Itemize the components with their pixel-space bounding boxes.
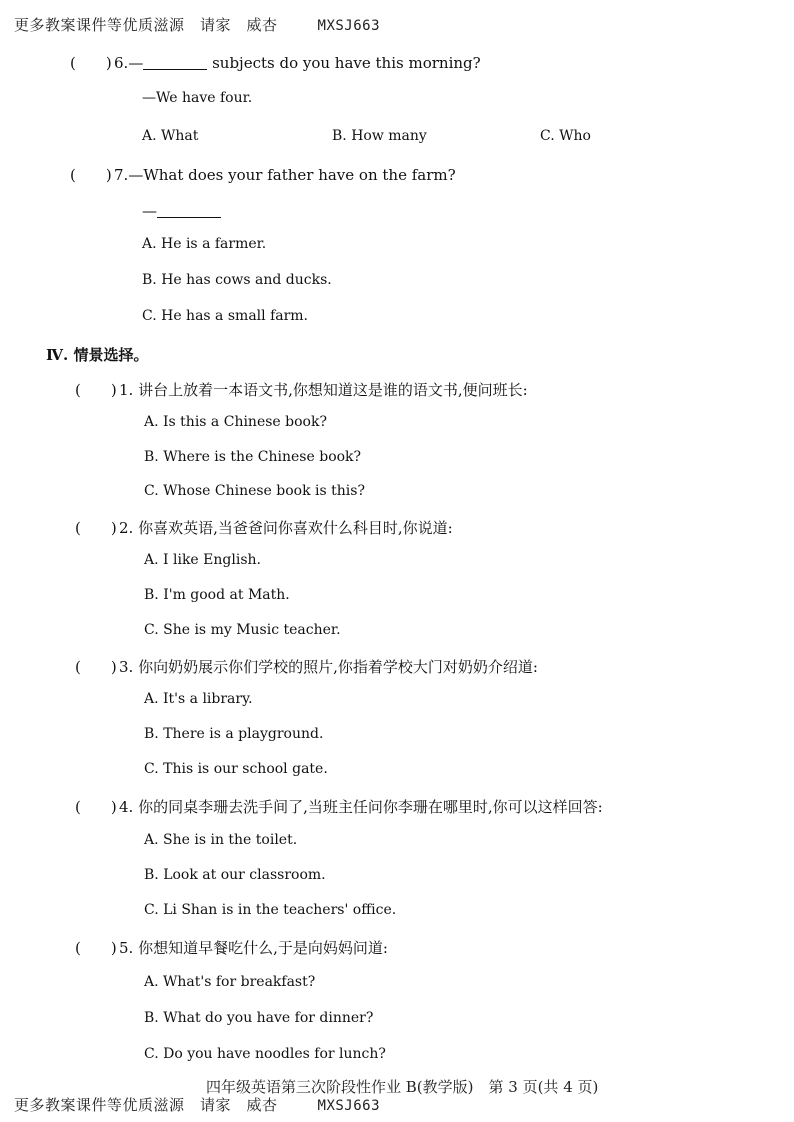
option-a[interactable]: A. He is a farmer. [142, 236, 267, 252]
scenario-question-2 [75, 517, 453, 538]
option-b[interactable]: B. I'm good at Math. [144, 587, 290, 603]
scenario-question-4 [75, 796, 603, 817]
option-a[interactable]: A. I like English. [144, 552, 261, 568]
fill-blank[interactable] [157, 203, 221, 218]
section-title: Ⅳ. 情景选择。 [46, 346, 149, 364]
question-7 [70, 164, 456, 185]
option-a[interactable]: A. She is in the toilet. [144, 832, 298, 848]
option-a[interactable]: A. Is this a Chinese book? [144, 414, 327, 430]
reply-line [142, 202, 221, 220]
dash: — [142, 202, 157, 220]
answer-bracket[interactable]: ( ) [75, 798, 117, 816]
option-a[interactable]: A. What [142, 128, 199, 144]
option-b[interactable]: B. He has cows and ducks. [142, 272, 332, 288]
option-b[interactable]: B. What do you have for dinner? [144, 1010, 374, 1026]
answer-bracket[interactable]: ( ) [75, 939, 117, 957]
question-stem: 1. 讲台上放着一本语文书,你想知道这是谁的语文书,便问班长: [119, 381, 528, 399]
scenario-question-3 [75, 656, 538, 677]
answer-bracket[interactable]: ( ) [75, 658, 117, 676]
banner-code: MXSJ663 [317, 18, 381, 34]
option-c[interactable]: C. He has a small farm. [142, 308, 309, 324]
answer-bracket[interactable]: ( ) [75, 381, 117, 399]
question-number: 7. [114, 166, 129, 184]
scenario-question-1 [75, 379, 528, 400]
option-c[interactable]: C. Who [540, 128, 591, 144]
question-stem: 2. 你喜欢英语,当爸爸问你喜欢什么科目时,你说道: [119, 519, 453, 537]
option-c[interactable]: C. Li Shan is in the teachers' office. [144, 902, 397, 918]
question-stem: 5. 你想知道早餐吃什么,于是向妈妈问道: [119, 939, 388, 957]
option-c[interactable]: C. Whose Chinese book is this? [144, 483, 365, 499]
option-c[interactable]: C. Do you have noodles for lunch? [144, 1046, 386, 1062]
answer-bracket[interactable]: ( ) [75, 519, 117, 537]
dash: — [128, 54, 144, 72]
banner-code: MXSJ663 [317, 1098, 381, 1114]
option-b[interactable]: B. Look at our classroom. [144, 867, 326, 883]
option-b[interactable]: B. How many [332, 128, 427, 144]
scenario-question-5 [75, 937, 388, 958]
answer-bracket[interactable]: ( ) [70, 166, 112, 184]
option-b[interactable]: B. Where is the Chinese book? [144, 449, 362, 465]
question-stem: —What does your father have on the farm? [128, 166, 456, 184]
fill-blank[interactable] [143, 55, 207, 70]
question-stem: subjects do you have this morning? [212, 54, 481, 72]
question-stem: 4. 你的同桌李珊去洗手间了,当班主任问你李珊在哪里时,你可以这样回答: [119, 798, 603, 816]
bottom-banner [14, 1094, 380, 1115]
question-number: 6. [114, 54, 129, 72]
top-banner [14, 14, 380, 35]
question-stem: 3. 你向奶奶展示你们学校的照片,你指着学校大门对奶奶介绍道: [119, 658, 538, 676]
answer-bracket[interactable]: ( ) [70, 54, 112, 72]
page-footer: 四年级英语第三次阶段性作业 B(教学版) 第 3 页(共 4 页) [206, 1078, 599, 1096]
option-c[interactable]: C. She is my Music teacher. [144, 622, 341, 638]
question-6 [70, 52, 481, 73]
dialogue-reply: —We have four. [142, 90, 253, 106]
option-a[interactable]: A. It's a library. [144, 691, 253, 707]
banner-text: 更多教案课件等优质滋源 请家 威杏 [14, 1096, 278, 1114]
option-c[interactable]: C. This is our school gate. [144, 761, 328, 777]
option-a[interactable]: A. What's for breakfast? [144, 974, 316, 990]
option-b[interactable]: B. There is a playground. [144, 726, 324, 742]
banner-text: 更多教案课件等优质滋源 请家 威杏 [14, 16, 278, 34]
